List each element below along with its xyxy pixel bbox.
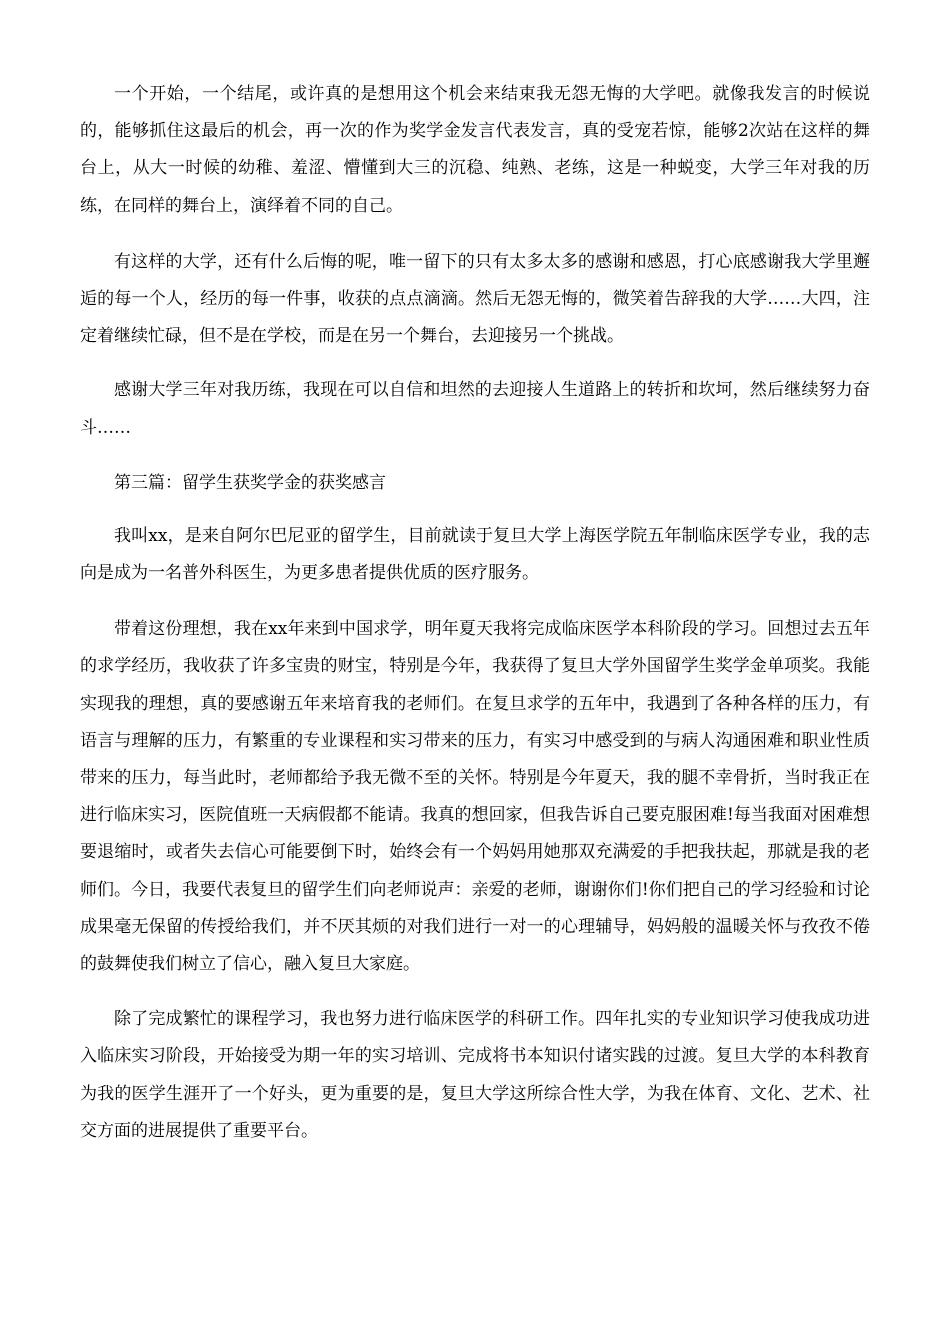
paragraph-6: 除了完成繁忙的课程学习，我也努力进行临床医学的科研工作。四年扎实的专业知识学习使我成功进入临床实习阶段，开始接受为期一年的实习培训、完成将书本知识付诸实践的过渡。复旦大学的本科教育为我的医学生涯开了一个好头，更为重要的是，复旦大学这所综合性大学，为我在体育、文化、艺术、社交方面的进展提供了重要平台。: [80, 1009, 870, 1141]
paragraph-3: 感谢大学三年对我历练，我现在可以自信和坦然的去迎接人生道路上的转折和坎坷，然后继续努力奋斗……: [80, 380, 870, 438]
paragraph-4: 我叫xx，是来自阿尔巴尼亚的留学生，目前就读于复旦大学上海医学院五年制临床医学专业，我的志向是成为一名普外科医生，为更多患者提供优质的医疗服务。: [80, 525, 870, 584]
section-heading: 第三篇：留学生获奖学金的获奖感言: [114, 472, 386, 493]
paragraph-2: 有这样的大学，还有什么后悔的呢，唯一留下的只有太多太多的感谢和感恩，打心底感谢我大学里邂逅的每一个人，经历的每一件事，收获的点点滴滴。然后无怨无悔的，微笑着告辞我的大学……大四，注定着继续忙碌，但不是在学校，而是在另一个舞台，去迎接另一个挑战。: [80, 251, 870, 347]
paragraph-5: 带着这份理想，我在xx年来到中国求学，明年夏天我将完成临床医学本科阶段的学习。回想过去五年的求学经历，我收获了许多宝贵的财宝，特别是今年，我获得了复旦大学外国留学生奖学金单项奖。我能实现我的理想，真的要感谢五年来培育我的老师们。在复旦求学的五年中，我遇到了各种各样的压力，有语言与理解的压力，有繁重的专业课程和实习带来的压力，有实习中感受到的与病人沟通困难和职业性质带来的压力，每当此时，老师都给予我无微不至的关怀。特别是今年夏天，我的腿不幸骨折，当时我正在进行临床实习，医院值班一天病假都不能请。我真的想回家，但我告诉自己要克服困难!每当我面对困难想要退缩时，或者失去信心可能要倒下时，始终会有一个妈妈用她那双充满爱的手把我扶起，那就是我的老师们。今日，我要代表复旦的留学生们向老师说声：亲爱的老师，谢谢你们!你们把自己的学习经验和讨论成果毫无保留的传授给我们，并不厌其烦的对我们进行一对一的心理辅导，妈妈般的温暖关怀与孜孜不倦的鼓舞使我们树立了信心，融入复旦大家庭。: [80, 619, 870, 975]
paragraph-1: 一个开始，一个结尾，或许真的是想用这个机会来结束我无怨无悔的大学吧。就像我发言的时候说的，能够抓住这最后的机会，再一次的作为奖学金发言代表发言，真的受宠若惊，能够2次站在这样的舞台上，从大一时候的幼稚、羞涩、懵懂到大三的沉稳、纯熟、老练，这是一种蜕变，大学三年对我的历练，在同样的舞台上，演绎着不同的自己。: [80, 84, 870, 216]
document-page: [80, 76, 870, 1168]
